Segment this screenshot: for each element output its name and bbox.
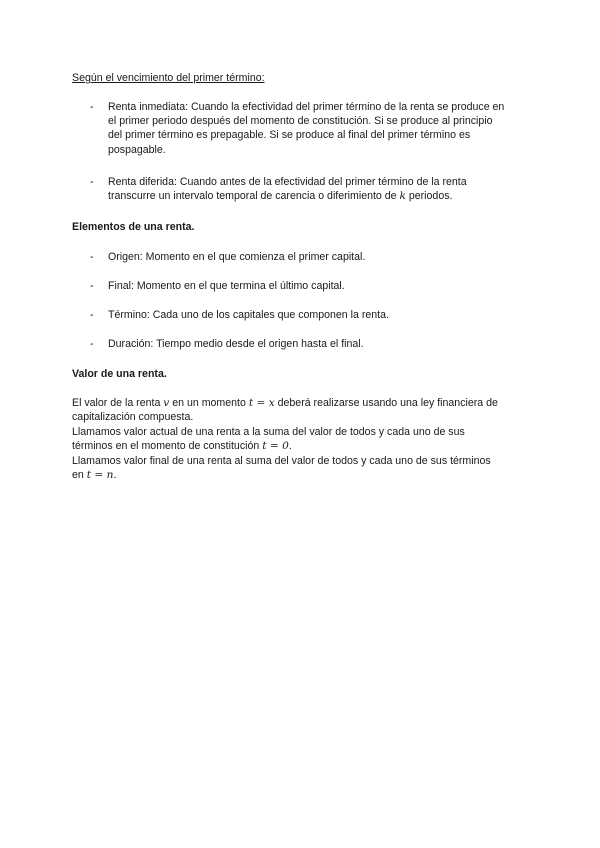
list-item-text	[108, 175, 528, 203]
text-line: pospagable.	[108, 143, 166, 156]
text-line: del primer término es prepagable. Si se produce al final del primer término es	[108, 129, 471, 142]
text-line: Llamamos valor final de una renta al suma del valor de todos y cada uno de sus términos	[72, 455, 491, 467]
section-subheading-vencimiento: Según el vencimiento del primer término:	[72, 72, 265, 84]
math-expression: t = x	[248, 397, 275, 409]
bullet-dash: -	[90, 309, 94, 321]
bullet-dash: -	[90, 101, 94, 113]
text-fragment: periodos.	[408, 190, 453, 203]
math-expression: t = n	[86, 469, 114, 482]
paragraph-valor-actual	[72, 425, 532, 453]
text-fragment: en	[72, 469, 84, 482]
math-variable: k	[399, 190, 406, 203]
math-variable: v	[163, 397, 170, 409]
text-line: capitalización compuesta.	[72, 411, 194, 424]
text-line	[72, 468, 532, 482]
bullet-dash: -	[90, 280, 94, 292]
text-line	[72, 439, 532, 453]
section-heading-elementos: Elementos de una renta.	[72, 221, 195, 233]
text-line: Renta inmediata: Cuando la efectividad del primer término de la renta se produce en	[108, 101, 505, 113]
text-fragment: El valor de la renta	[72, 397, 161, 409]
bullet-dash: -	[90, 338, 94, 350]
bullet-dash: -	[90, 251, 94, 263]
text-fragment: deberá realizarse usando una ley financiera de	[277, 397, 498, 409]
text-fragment: .	[113, 469, 117, 482]
text-line	[108, 189, 528, 203]
text-fragment: .	[288, 440, 292, 453]
text-line	[72, 396, 532, 410]
list-item-text: Origen: Momento en el que comienza el primer capital.	[108, 251, 366, 263]
text-fragment: términos en el momento de constitución	[72, 440, 260, 453]
text-line: Llamamos valor actual de una renta a la suma del valor de todos y cada uno de sus	[72, 426, 465, 438]
list-item-text	[108, 100, 528, 157]
paragraph-valor-de-renta	[72, 396, 532, 424]
text-fragment: transcurre un intervalo temporal de carencia o diferimiento de	[108, 190, 397, 203]
list-item-text: Duración: Tiempo medio desde el origen hasta el final.	[108, 338, 364, 350]
text-line: Renta diferida: Cuando antes de la efectividad del primer término de la renta	[108, 176, 467, 188]
list-item-text: Final: Momento en el que termina el último capital.	[108, 280, 345, 292]
section-heading-valor: Valor de una renta.	[72, 368, 167, 380]
bullet-dash: -	[90, 176, 94, 188]
text-line: el primer periodo después del momento de constitución. Si se produce al principio	[108, 115, 493, 128]
paragraph-valor-final	[72, 454, 532, 482]
list-item-text: Término: Cada uno de los capitales que componen la renta.	[108, 309, 389, 321]
text-fragment: en un momento	[172, 397, 246, 409]
math-expression: t = 0	[262, 440, 289, 453]
